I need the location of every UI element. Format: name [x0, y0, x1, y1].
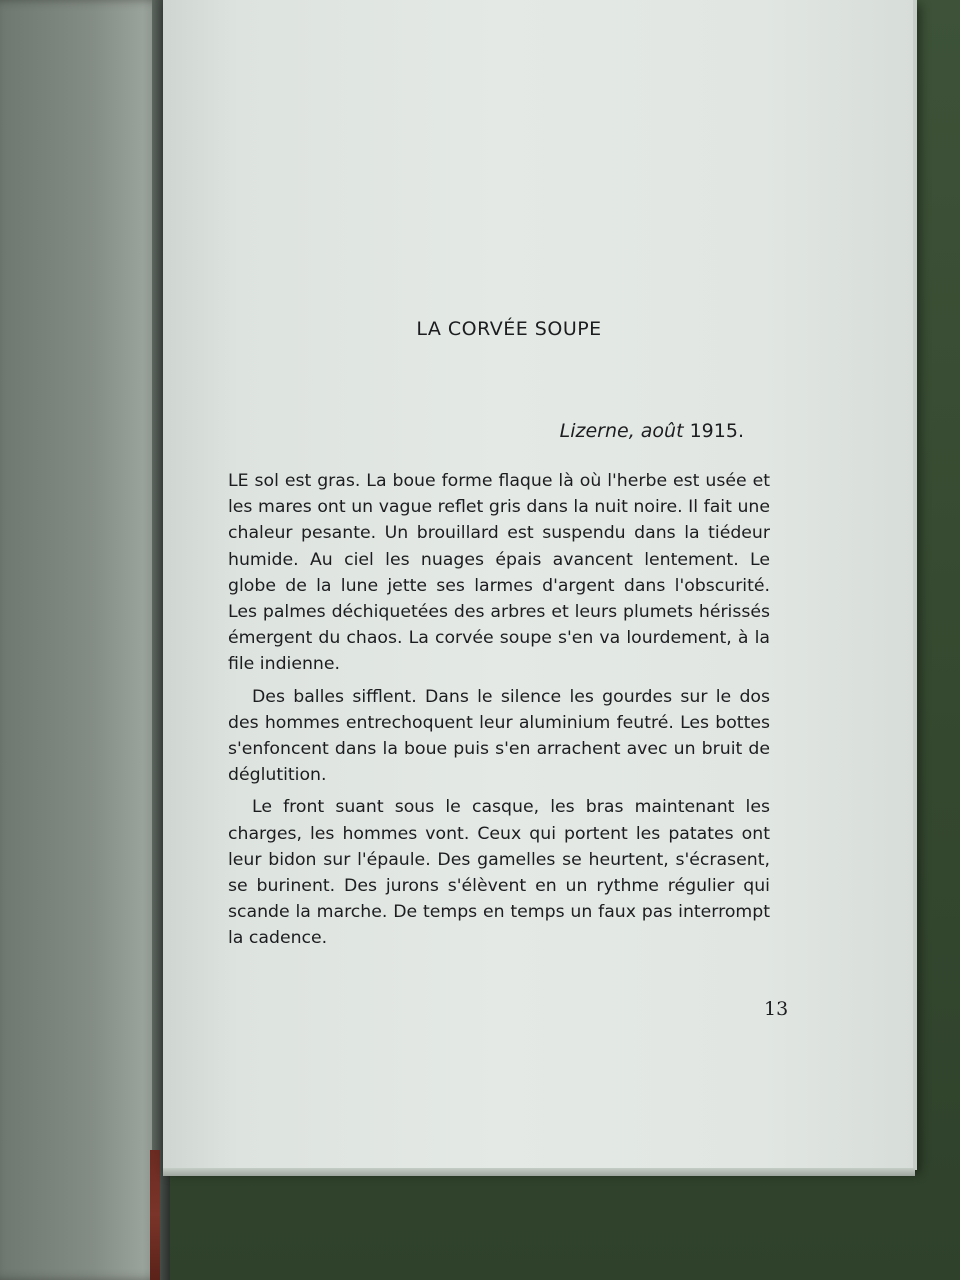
dateline: [228, 420, 744, 442]
dateline-place: Lizerne, août: [559, 420, 684, 442]
chapter-title: LA CORVÉE SOUPE: [416, 318, 602, 340]
page-edge: [163, 1168, 915, 1176]
paragraph: Des balles sifflent. Dans le silence les gourdes sur le dos des hommes entrechoquent leur aluminium feutré. Les bottes s'enfoncent dans la boue puis s'en arrachent avec un bruit de déglutition.: [228, 686, 770, 786]
dateline-year: 1915.: [689, 420, 744, 442]
page-number: 13: [764, 998, 789, 1020]
left-page: [0, 0, 168, 1280]
paragraph: Le front suant sous le casque, les bras maintenant les charges, les hommes vont. Ceux qui portent les patates ont leur bidon sur l'épaule. Des gamelles se heurtent, s'écrasent, se burinent. Des jurons s'élèvent en un rythme régulier qui scande la marche. De temps en temps un faux pas interrompt la cadence.: [228, 797, 770, 949]
book-cover-edge: [150, 1150, 160, 1280]
paragraph: LE sol est gras. La boue forme flaque là où l'herbe est usée et les mares ont un vague reflet gris dans la nuit noire. Il fait une chaleur pesante. Un brouillard est suspendu dans la tiédeur humide. Au ciel les nuages épais avancent lentement. Le globe de la lune jette ses larmes d'argent dans l'obscurité. Les palmes déchiquetées des arbres et leurs plumets hérissés émergent du chaos. La corvée soupe s'en va lourdement, à la file indienne.: [228, 471, 770, 675]
body-text: [228, 468, 770, 958]
